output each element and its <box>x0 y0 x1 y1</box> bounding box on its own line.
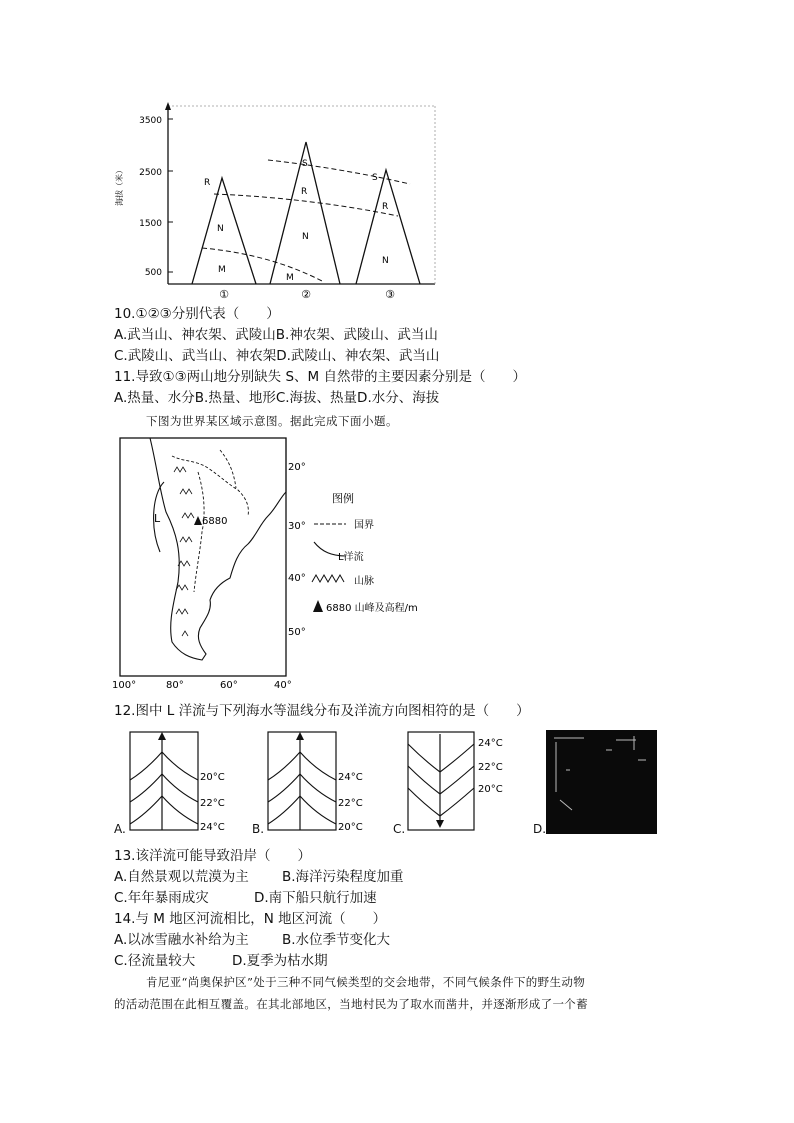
q14-option-c[interactable]: C.径流量较大 <box>114 953 196 969</box>
mountain-label-3: ③ <box>385 288 395 301</box>
mountain-zones-figure <box>110 98 440 303</box>
option-c-isotherm-3: 20°C <box>478 784 503 795</box>
legend-border: 国界 <box>354 520 374 531</box>
option-b-isotherm-1: 24°C <box>338 772 363 783</box>
south-america-map <box>110 432 460 694</box>
q13-option-c[interactable]: C.年年暴雨成灾 <box>114 890 209 906</box>
coastline <box>150 438 286 660</box>
zone-n-2: N <box>302 232 309 242</box>
lon-80: 80° <box>166 680 184 691</box>
q13-option-a[interactable]: A.自然景观以荒漠为主 <box>114 869 249 885</box>
q11-options: A.热量、水分B.热量、地形C.海拔、热量D.水分、海拔 <box>114 390 440 406</box>
q14-stem: 14.与 M 地区河流相比，N 地区河流（ ） <box>114 911 387 927</box>
lat-20: 20° <box>288 462 306 473</box>
q13-option-d[interactable]: D.南下船只航行加速 <box>254 890 377 906</box>
option-d-noise <box>546 730 657 834</box>
option-a-isotherm-2: 22°C <box>200 798 225 809</box>
map-frame <box>120 438 286 676</box>
lon-60: 60° <box>220 680 238 691</box>
q12-option-a-diagram[interactable] <box>128 730 230 834</box>
boundary-r-n <box>214 194 398 216</box>
ytick-1500: 1500 <box>139 219 162 229</box>
mountain-label-2: ② <box>301 288 311 301</box>
q11-stem: 11.导致①③两山地分别缺失 S、M 自然带的主要因素分别是（ ） <box>114 369 526 385</box>
zone-r-1: R <box>204 178 211 188</box>
lon-40: 40° <box>274 680 292 691</box>
passage-line-2: 的活动范围在此相互覆盖。在其北部地区，当地村民为了取水而凿井，并逐渐形成了一个蓄 <box>114 997 588 1011</box>
zone-m-2: M <box>286 273 294 283</box>
q12-option-b-letter[interactable]: B. <box>252 822 265 836</box>
current-l-label: L <box>154 512 161 525</box>
option-c-isotherm-1: 24°C <box>478 738 503 749</box>
intro-passage: 下图为世界某区域示意图。据此完成下面小题。 <box>146 414 398 428</box>
zone-m-1: M <box>218 265 226 275</box>
lat-30: 30° <box>288 521 306 532</box>
ytick-3500: 3500 <box>139 116 162 126</box>
zone-s-3: S <box>372 173 378 183</box>
peak-elevation: 6880 <box>202 516 228 527</box>
q14-option-a[interactable]: A.以冰雪融水补给为主 <box>114 932 249 948</box>
q14-option-b[interactable]: B.水位季节变化大 <box>282 932 391 948</box>
zone-n-1: N <box>217 224 224 234</box>
andes-mountains <box>174 467 194 636</box>
option-b-isotherm-3: 20°C <box>338 822 363 833</box>
q12-option-d-diagram[interactable] <box>546 730 657 834</box>
mountain-3 <box>356 170 420 284</box>
peak-triangle <box>194 516 202 525</box>
q12-option-b-diagram[interactable] <box>266 730 368 834</box>
legend-title: 图例 <box>332 492 354 505</box>
lon-100: 100° <box>112 680 137 691</box>
legend-peak: 6880 山峰及高程/m <box>326 603 418 614</box>
q12-option-a-letter[interactable]: A. <box>114 822 126 836</box>
q14-option-d[interactable]: D.夏季为枯水期 <box>232 953 328 969</box>
q10-options-line2: C.武陵山、武当山、神农架D.武陵山、神农架、武当山 <box>114 348 440 364</box>
legend-mountain: 山脉 <box>354 576 374 587</box>
ytick-2500: 2500 <box>139 168 162 178</box>
q12-option-c-diagram[interactable] <box>406 730 512 834</box>
mountain-label-1: ① <box>219 288 229 301</box>
q12-stem: 12.图中 L 洋流与下列海水等温线分布及洋流方向图相符的是（ ） <box>114 703 530 719</box>
zone-n-3: N <box>382 256 389 266</box>
legend-current: L洋流 <box>338 552 364 563</box>
option-a-isotherm-1: 20°C <box>200 772 225 783</box>
zone-r-2: R <box>301 187 308 197</box>
lat-40: 40° <box>288 573 306 584</box>
q12-option-d-letter[interactable]: D. <box>533 822 547 836</box>
q13-stem: 13.该洋流可能导致沿岸（ ） <box>114 848 311 864</box>
lat-50: 50° <box>288 627 306 638</box>
q10-stem: 10.①②③分别代表（ ） <box>114 306 280 322</box>
y-axis-label: 海拔（米） <box>115 166 124 206</box>
q10-options-line1: A.武当山、神农架、武陵山B.神农架、武陵山、武当山 <box>114 327 438 343</box>
ytick-500: 500 <box>144 268 162 278</box>
option-c-isotherm-2: 22°C <box>478 762 503 773</box>
passage-line-1: 肯尼亚“尚奥保护区”处于三种不同气候类型的交会地带，不同气候条件下的野生动物 <box>146 975 586 989</box>
q12-option-c-letter[interactable]: C. <box>393 822 406 836</box>
zone-s-2: S <box>302 159 308 169</box>
option-b-isotherm-2: 22°C <box>338 798 363 809</box>
zone-r-3: R <box>382 202 389 212</box>
option-a-isotherm-3: 24°C <box>200 822 225 833</box>
q13-option-b[interactable]: B.海洋污染程度加重 <box>282 869 404 885</box>
